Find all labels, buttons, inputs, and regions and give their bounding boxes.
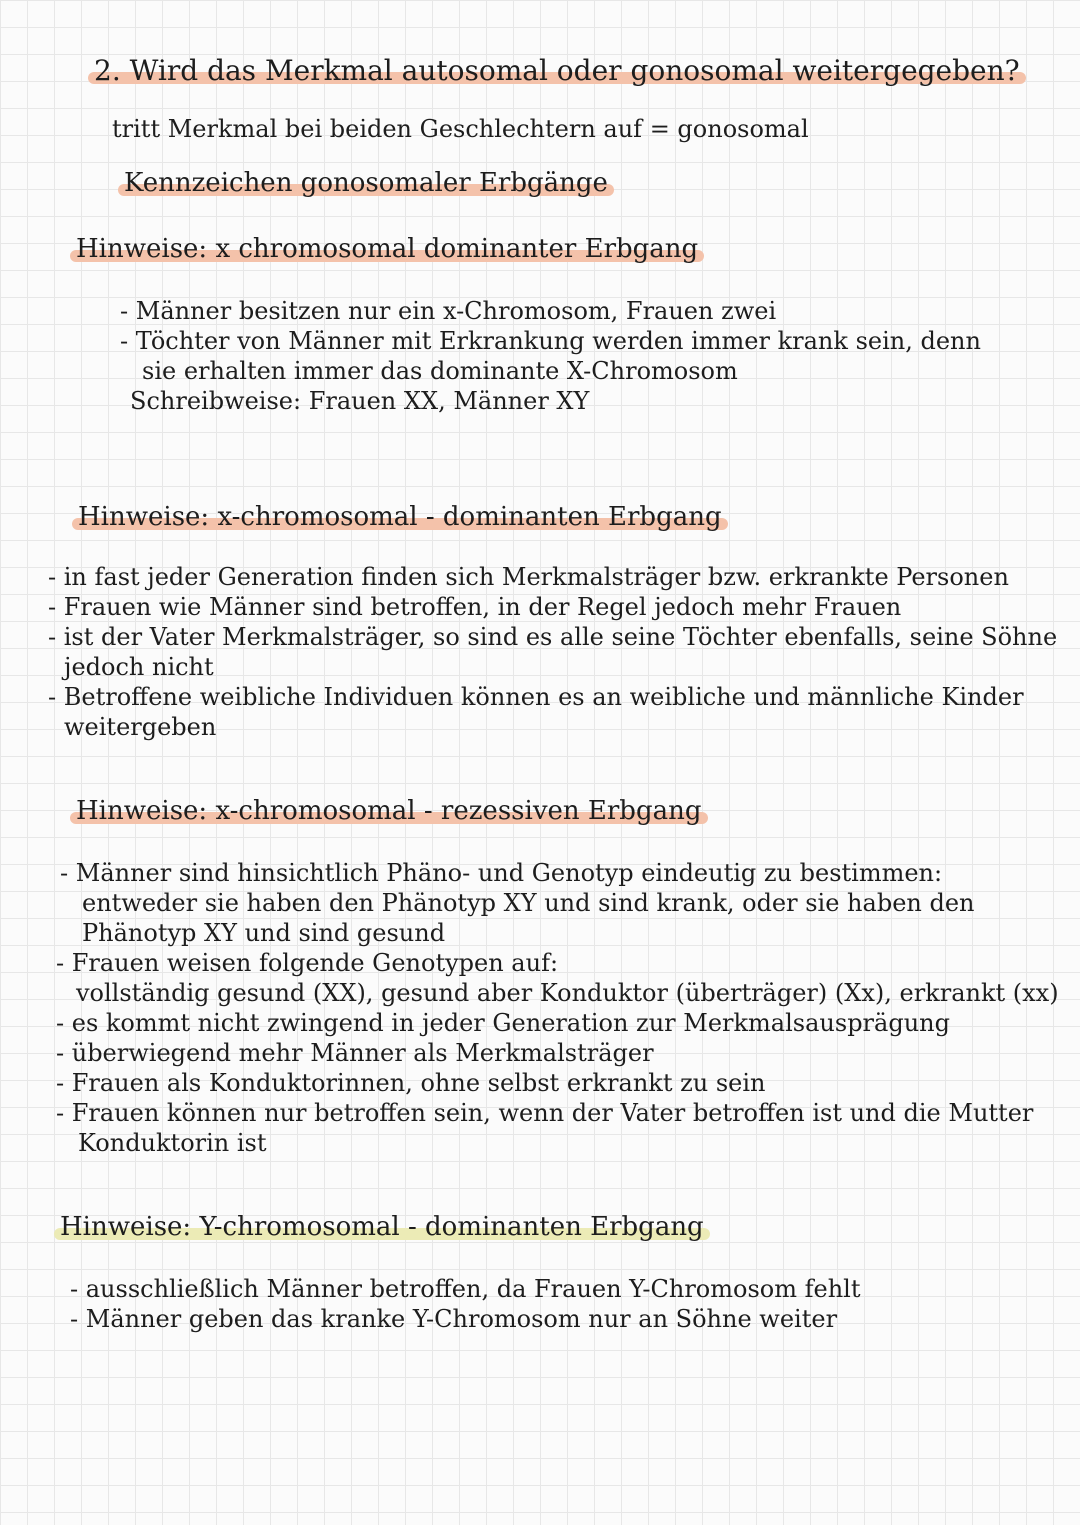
list-item: Schreibweise: Frauen XX, Männer XY: [130, 387, 590, 415]
list-item: - Frauen wie Männer sind betroffen, in der Regel jedoch mehr Frauen: [48, 593, 902, 621]
list-item: - Männer besitzen nur ein x-Chromosom, Frauen zwei: [120, 297, 777, 325]
list-item: - ist der Vater Merkmalsträger, so sind es alle seine Töchter ebenfalls, seine Söhne: [48, 623, 1058, 651]
subheading: Kennzeichen gonosomaler Erbgänge: [118, 168, 614, 198]
list-item: - Männer geben das kranke Y-Chromosom nur an Söhne weiter: [70, 1305, 838, 1333]
list-item: weitergeben: [64, 713, 217, 741]
list-item: jedoch nicht: [64, 653, 214, 681]
section-heading: Hinweise: x-chromosomal - dominanten Erbgang: [72, 502, 728, 532]
gonosomal-rule: tritt Merkmal bei beiden Geschlechtern auf = gonosomal: [112, 115, 809, 143]
list-item: - überwiegend mehr Männer als Merkmalsträger: [56, 1039, 654, 1067]
list-item: - es kommt nicht zwingend in jeder Generation zur Merkmalsausprägung: [56, 1009, 950, 1037]
list-item: - Frauen weisen folgende Genotypen auf:: [56, 949, 559, 977]
list-item: - Frauen als Konduktorinnen, ohne selbst erkrankt zu sein: [56, 1069, 766, 1097]
list-item: Phänotyp XY und sind gesund: [82, 919, 446, 947]
list-item: - Töchter von Männer mit Erkrankung werden immer krank sein, denn: [120, 327, 981, 355]
list-item: vollständig gesund (XX), gesund aber Konduktor (überträger) (Xx), erkrankt (xx): [76, 979, 1059, 1007]
list-item: entweder sie haben den Phänotyp XY und sind krank, oder sie haben den: [82, 889, 975, 917]
list-item: - Männer sind hinsichtlich Phäno- und Genotyp eindeutig zu bestimmen:: [60, 859, 943, 887]
list-item: - Betroffene weibliche Individuen können es an weibliche und männliche Kinder: [48, 683, 1024, 711]
list-item: Konduktorin ist: [78, 1129, 267, 1157]
list-item: - in fast jeder Generation finden sich Merkmalsträger bzw. erkrankte Personen: [48, 563, 1009, 591]
section-heading: Hinweise: Y-chromosomal - dominanten Erbgang: [54, 1212, 710, 1242]
page-title: 2. Wird das Merkmal autosomal oder gonosomal weitergegeben?: [88, 56, 1026, 86]
list-item: - Frauen können nur betroffen sein, wenn der Vater betroffen ist und die Mutter: [56, 1099, 1034, 1127]
list-item: sie erhalten immer das dominante X-Chromosom: [142, 357, 738, 385]
section-heading: Hinweise: x-chromosomal - rezessiven Erbgang: [70, 796, 708, 826]
list-item: - ausschließlich Männer betroffen, da Frauen Y-Chromosom fehlt: [70, 1275, 861, 1303]
section-heading: Hinweise: x chromosomal dominanter Erbgang: [70, 234, 704, 264]
